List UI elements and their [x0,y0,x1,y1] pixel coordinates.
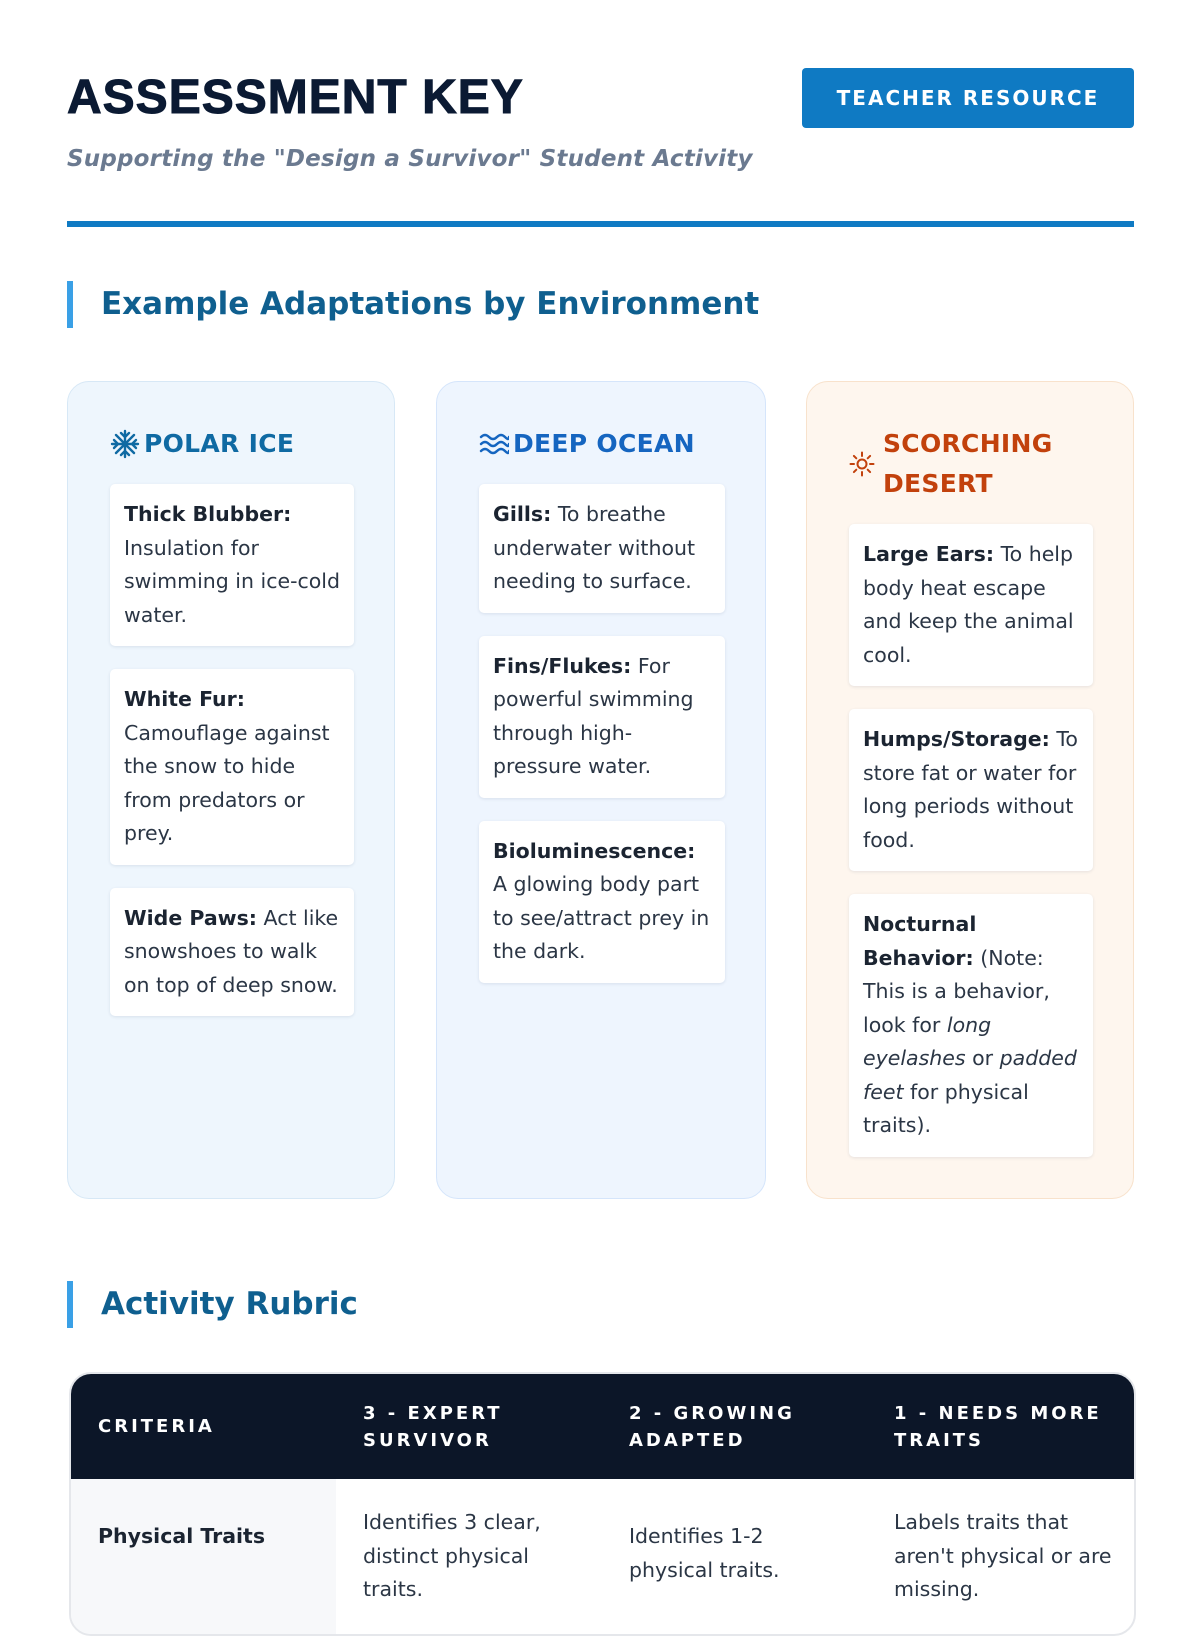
page-subtitle: Supporting the "Design a Survivor" Student Activity [67,146,753,172]
table-row [71,1479,1134,1634]
adaptation-desc: (Note: This is a behavior, look for [863,945,1050,1037]
adaptation-emphasis: padded feet [863,1046,1077,1104]
adaptation-term: Humps/Storage: [863,727,1050,751]
rubric-header-needs: 1 - NEEDS MORE TRAITS [894,1402,1102,1451]
rubric-header-expert: 3 - EXPERT SURVIVOR [363,1402,503,1451]
adaptations-section-title: Example Adaptations by Environment [67,281,759,328]
adaptation-card [849,894,1093,1157]
sun-icon [849,424,883,504]
adaptation-emphasis: long eyelashes [863,1012,992,1070]
adaptation-card [110,484,354,646]
environment-column-ocean [436,381,766,1199]
rubric-header-growing: 2 - GROWING ADAPTED [629,1402,795,1451]
adaptation-desc: Insulation for swimming in ice-cold water. [124,535,341,627]
rubric-criteria-cell: Physical Traits [71,1479,336,1634]
adaptation-term: Wide Paws: [124,905,257,930]
environment-header [849,424,1093,504]
rubric-header-criteria: CRITERIA [98,1416,215,1437]
rubric-table [69,1372,1136,1636]
header-divider [67,221,1134,227]
page-header [67,70,1134,172]
environment-header [479,424,725,464]
adaptation-card [479,821,725,983]
rubric-header-row [71,1374,1134,1479]
adaptation-term: Large Ears: [863,542,995,566]
adaptation-desc: for physical traits). [863,1079,1029,1137]
environment-name: DEEP OCEAN [513,429,695,458]
snowflake-icon [110,424,144,464]
rubric-needs-cell: Labels traits that aren't physical or are missing. [894,1510,1112,1601]
adaptation-card [479,636,725,798]
teacher-resource-badge: TEACHER RESOURCE [802,68,1134,128]
adaptation-desc: To store fat or water for long periods without food. [863,727,1078,852]
environment-header [110,424,354,464]
environment-name: POLAR ICE [144,429,295,458]
adaptation-card [110,888,354,1017]
environment-name: SCORCHING DESERT [883,429,1053,498]
adaptation-desc: To help body heat escape and keep the animal cool. [863,542,1074,667]
rubric-section-title: Activity Rubric [67,1281,358,1328]
rubric-expert-cell: Identifies 3 clear, distinct physical traits. [363,1510,541,1601]
adaptation-card [849,524,1093,686]
adaptation-desc: Camouflage against the snow to hide from predators or prey. [124,720,330,845]
adaptation-term: Nocturnal Behavior: [863,912,977,970]
adaptation-desc: To breathe underwater without needing to surface. [493,502,696,593]
page-title: ASSESSMENT KEY [67,71,524,124]
adaptation-term: White Fur: [124,687,245,711]
adaptation-term: Thick Blubber: [124,502,292,526]
rubric-growing-cell: Identifies 1-2 physical traits. [629,1524,780,1582]
adaptation-desc: A glowing body part to see/attract prey in the dark. [493,872,710,963]
adaptation-card [110,669,354,865]
adaptation-term: Bioluminescence: [493,838,696,863]
adaptation-term: Gills: [493,502,552,526]
adaptation-card [479,484,725,613]
adaptation-card [849,709,1093,871]
waves-icon [479,424,513,464]
adaptation-term: Fins/Flukes: [493,653,632,678]
adaptation-desc: or [972,1046,994,1070]
adaptation-desc: For powerful swimming through high-pressure water. [493,653,694,778]
environment-column-desert [806,381,1134,1199]
environment-column-polar [67,381,395,1199]
adaptation-desc: Act like snowshoes to walk on top of deep snow. [124,905,339,997]
